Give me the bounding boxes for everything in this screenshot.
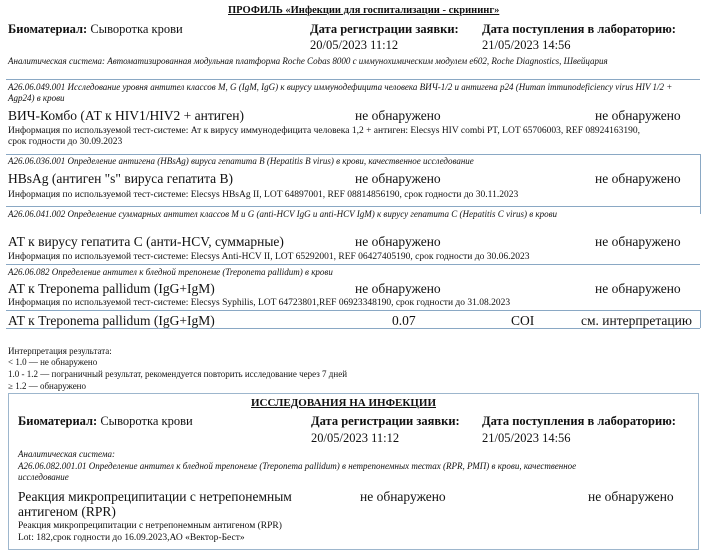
- profile-lab-date-label: Дата поступления в лабораторию:: [482, 22, 676, 36]
- test-result: не обнаружено: [355, 108, 441, 123]
- test-name: АТ к вирусу гепатита С (анти-HCV, суммарные): [8, 234, 284, 249]
- numeric-test-value: 0.07: [392, 313, 416, 328]
- test-result: не обнаружено: [355, 171, 441, 186]
- interpretation-title: Интерпретация результата:: [8, 346, 112, 356]
- infections-info-line: Lot: 182,срок годности до 16.09.2023,АО «Вектор-Бест»: [18, 533, 245, 543]
- test-reference: не обнаружено: [595, 171, 681, 186]
- test-reference: не обнаружено: [595, 108, 681, 123]
- test-system-info: Информация по используемой тест-системе: Elecsys Syphilis, LOT 64723801,REF 06923348190, срок годности до 31.08.2023: [8, 298, 511, 308]
- infections-test-reference: не обнаружено: [588, 489, 674, 504]
- test-name: ВИЧ-Комбо (АТ к HIV1/HIV2 + антиген): [8, 108, 245, 123]
- test-result: не обнаружено: [355, 281, 441, 296]
- infections-lab-date-value: 21/05/2023 14:56: [482, 431, 571, 445]
- test-reference: не обнаружено: [595, 281, 681, 296]
- section-code-desc: A26.06.082 Определение антител к бледной трепонеме (Treponema pallidum) в крови: [8, 267, 333, 277]
- infections-code-desc: A26.06.082.001.01 Определение антител к бледной трепонеме (Treponema pallidum) в нетрепонемных тестах (RPR, РМП) в крови, качественное исследование: [18, 461, 577, 482]
- test-reference: не обнаружено: [595, 234, 681, 249]
- profile-lab-date-value: 21/05/2023 14:56: [482, 38, 571, 52]
- profile-title: ПРОФИЛЬ «Инфекции для госпитализации - скрининг»: [228, 5, 500, 16]
- numeric-test-unit: COI: [511, 313, 535, 328]
- infections-title: ИССЛЕДОВАНИЯ НА ИНФЕКЦИИ: [251, 397, 437, 409]
- section-code-desc: A26.06.041.002 Определение суммарных антител классов M и G (anti-HCV IgG и anti-HCV IgM) к вирусу гепатита C (Hepatitis C virus) в крови: [8, 209, 558, 219]
- test-system-info: Информация по используемой тест-системе: Elecsys Anti-HCV II, LOT 65292001, REF 06427405190, срок годности до 30.06.2023: [8, 252, 530, 262]
- interpretation-line: 1.0 - 1.2 — пограничный результат, рекомендуется повторить исследование через 7 дней: [8, 369, 348, 379]
- interpretation-line: ≥ 1.2 — обнаружено: [8, 381, 87, 391]
- infections-biomaterial-value: Сыворотка крови: [100, 414, 193, 428]
- infections-analytic-system: Аналитическая система:: [18, 449, 115, 459]
- profile-biomaterial: [8, 22, 183, 37]
- profile-analytic-system: Аналитическая система: Автоматизированная модульная платформа Roche Cobas 8000 с иммунохимическим модулем e602, Roche Diagnostics, Швейцария: [8, 56, 608, 66]
- infections-reg-date-label: Дата регистрации заявки:: [311, 414, 460, 428]
- test-name: АТ к Treponema pallidum (IgG+IgM): [8, 281, 215, 296]
- section-code-desc: A26.06.036.001 Определение антигена (HBsAg) вируса гепатита B (Hepatitis B virus) в крови, качественное исследование: [8, 156, 474, 166]
- test-result: не обнаружено: [355, 234, 441, 249]
- infections-lab-date-label: Дата поступления в лабораторию:: [482, 414, 676, 428]
- infections-biomaterial-label: Биоматериал:: [18, 414, 98, 428]
- profile-biomaterial-value: Сыворотка крови: [90, 22, 183, 36]
- infections-biomaterial: [18, 414, 193, 429]
- profile-biomaterial-label: Биоматериал:: [8, 22, 88, 36]
- test-system-info: Информация по используемой тест-системе: Ат к вирусу иммунодефицита человека 1,2 + антиген: Elecsys HIV combi PT, LOT 65706003, REF 08924163190, срок годности до 30.09.2023: [8, 126, 640, 147]
- infections-info-line: Реакция микропреципитации с нетрепонемным антигеном (RPR): [18, 521, 282, 531]
- numeric-test-name: АТ к Treponema pallidum (IgG+IgM): [8, 313, 215, 328]
- infections-test-name: Реакция микропреципитации с нетрепонемным антигеном (RPR): [18, 489, 292, 519]
- infections-reg-date-value: 20/05/2023 11:12: [311, 431, 400, 445]
- profile-reg-date-label: Дата регистрации заявки:: [310, 22, 459, 36]
- profile-reg-date-value: 20/05/2023 11:12: [310, 38, 399, 52]
- test-name: HBsAg (антиген "s" вируса гепатита B): [8, 171, 234, 186]
- test-system-info: Информация по используемой тест-системе: Elecsys HBsAg II, LOT 64897001, REF 08814856190, срок годности до 30.11.2023: [8, 190, 519, 200]
- infections-test-result: не обнаружено: [360, 489, 446, 504]
- interpretation-line: < 1.0 — не обнаружено: [8, 357, 98, 367]
- numeric-test-reference: см. интерпретацию: [581, 313, 692, 328]
- section-code-desc: A26.06.049.001 Исследование уровня антител классов M, G (IgM, IgG) к вирусу иммунодефицита человека ВИЧ-1/2 и антигена p24 (Human immunodeficiency virus HIV 1/2 + Agp24) в крови: [8, 82, 673, 103]
